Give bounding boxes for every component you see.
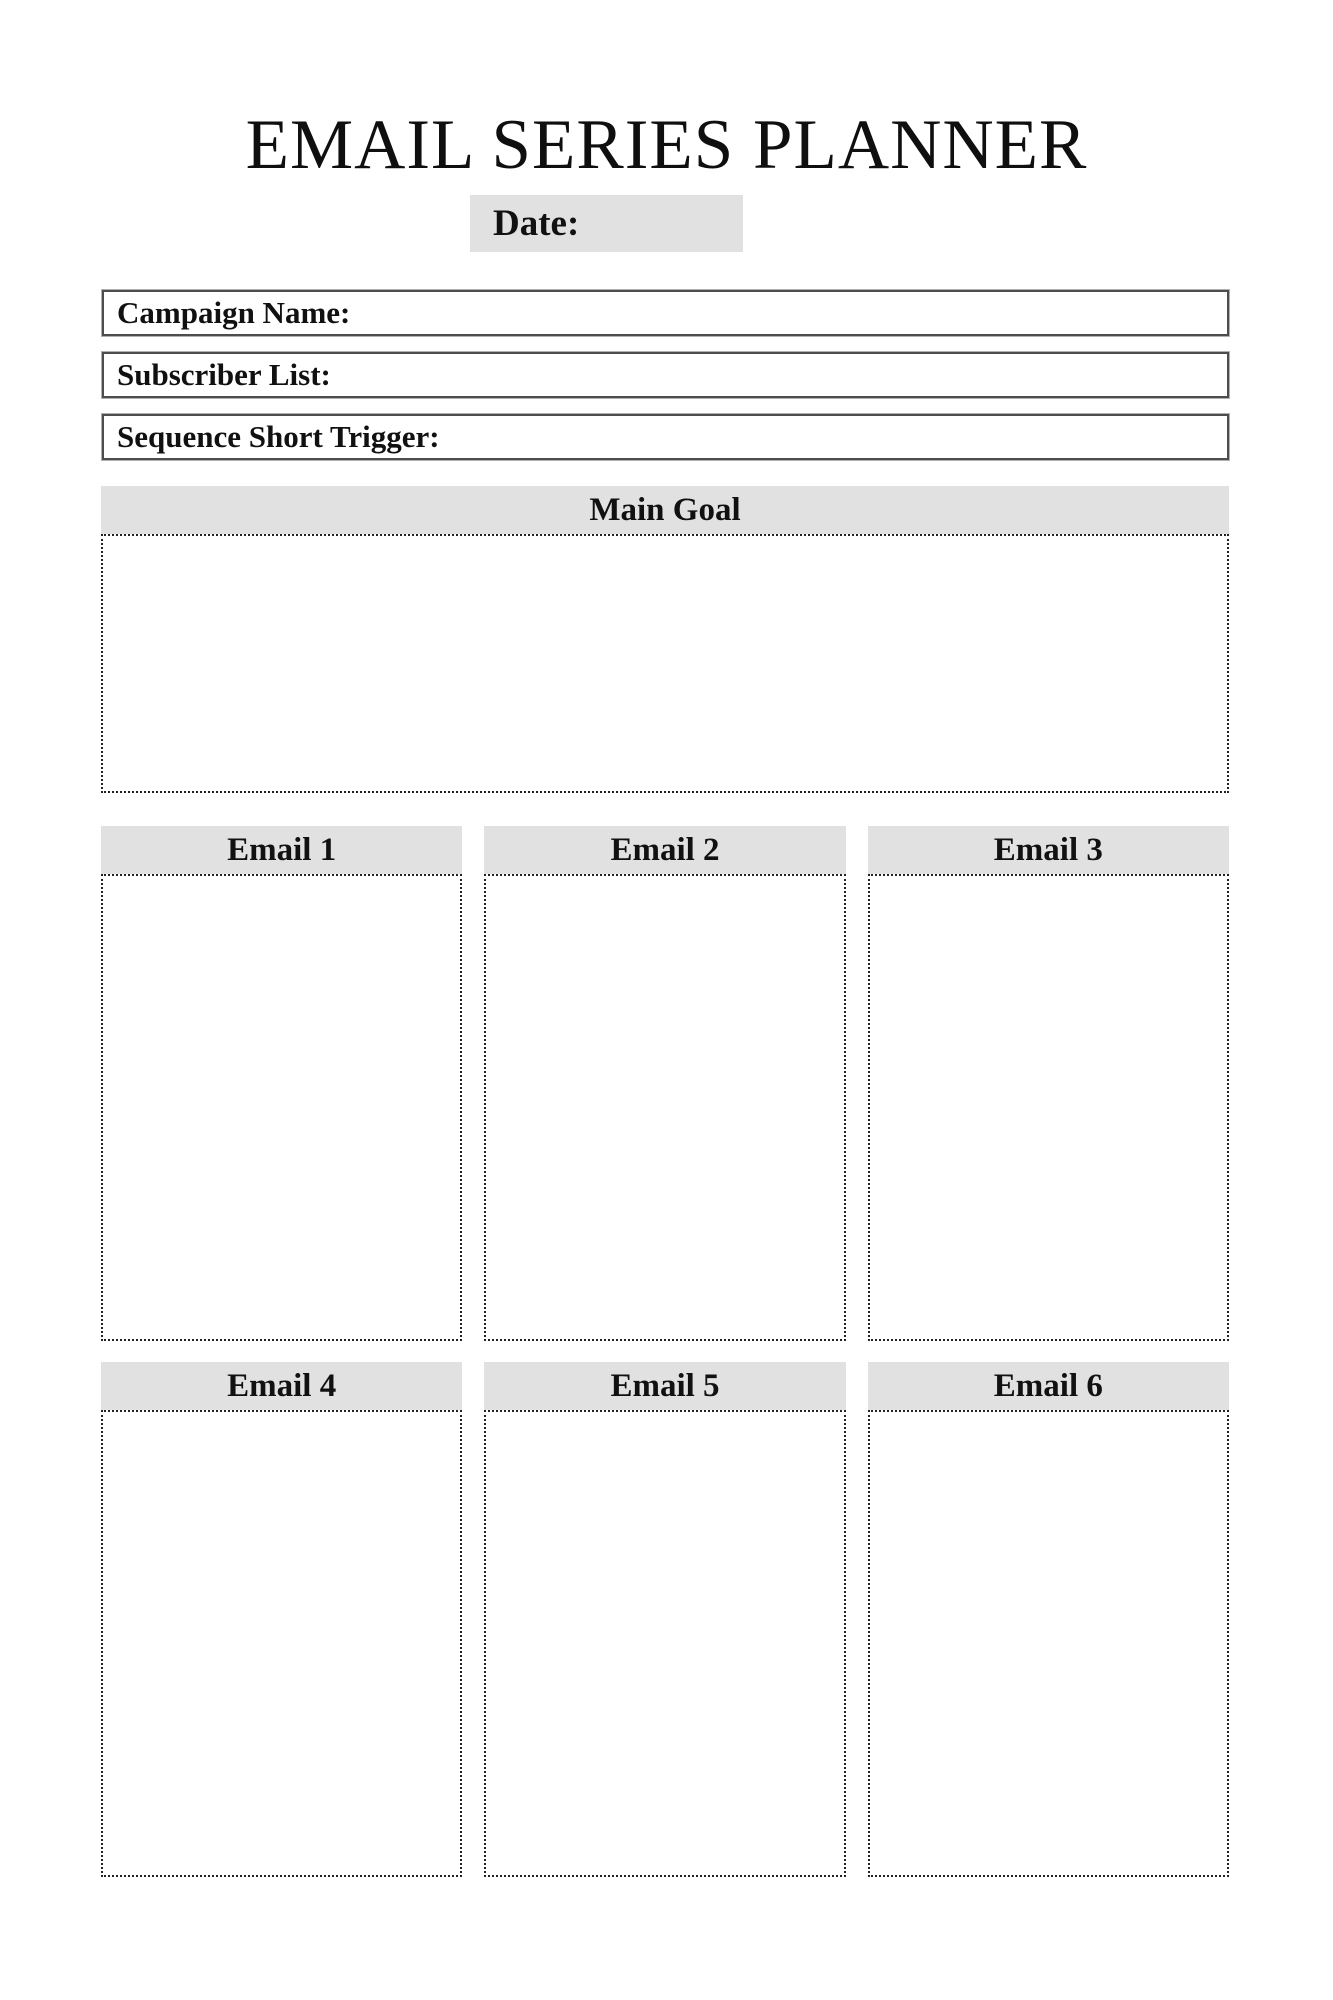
email-6-header — [868, 1362, 1229, 1410]
email-3-notes-area[interactable] — [868, 874, 1229, 1341]
email-4-header-label: Email 4 — [227, 1367, 337, 1404]
email-6-section — [868, 1362, 1229, 1877]
date-label: Date: — [493, 203, 580, 244]
email-2-header — [484, 826, 845, 874]
campaign-name-field[interactable] — [102, 290, 1229, 336]
email-1-section — [101, 826, 462, 1341]
main-goal-notes-area[interactable] — [101, 534, 1229, 793]
email-5-header-label: Email 5 — [610, 1367, 720, 1404]
email-5-header — [484, 1362, 845, 1410]
main-goal-header — [101, 486, 1229, 534]
email-3-header — [868, 826, 1229, 874]
sequence-short-trigger-label: Sequence Short Trigger: — [117, 419, 440, 454]
email-3-section — [868, 826, 1229, 1341]
email-6-notes-area[interactable] — [868, 1410, 1229, 1877]
email-1-notes-area[interactable] — [101, 874, 462, 1341]
email-2-header-label: Email 2 — [610, 831, 720, 868]
email-2-notes-area[interactable] — [484, 874, 845, 1341]
sequence-short-trigger-field[interactable] — [102, 414, 1229, 460]
email-6-header-label: Email 6 — [993, 1367, 1103, 1404]
email-2-section — [484, 826, 845, 1341]
email-5-notes-area[interactable] — [484, 1410, 845, 1877]
page-title: EMAIL SERIES PLANNER — [245, 106, 1088, 184]
campaign-fields — [102, 290, 1229, 460]
subscriber-list-label: Subscriber List: — [117, 357, 331, 392]
email-4-notes-area[interactable] — [101, 1410, 462, 1877]
email-5-section — [484, 1362, 845, 1877]
email-3-header-label: Email 3 — [993, 831, 1103, 868]
email-1-header-label: Email 1 — [227, 831, 337, 868]
email-row-2 — [101, 1362, 1229, 1877]
email-1-header — [101, 826, 462, 874]
email-4-header — [101, 1362, 462, 1410]
subscriber-list-field[interactable] — [102, 352, 1229, 398]
campaign-name-label: Campaign Name: — [117, 295, 351, 330]
email-row-1 — [101, 826, 1229, 1341]
main-goal-header-label: Main Goal — [589, 491, 741, 528]
main-goal-section — [101, 486, 1229, 793]
email-4-section — [101, 1362, 462, 1877]
date-field[interactable] — [470, 195, 743, 252]
